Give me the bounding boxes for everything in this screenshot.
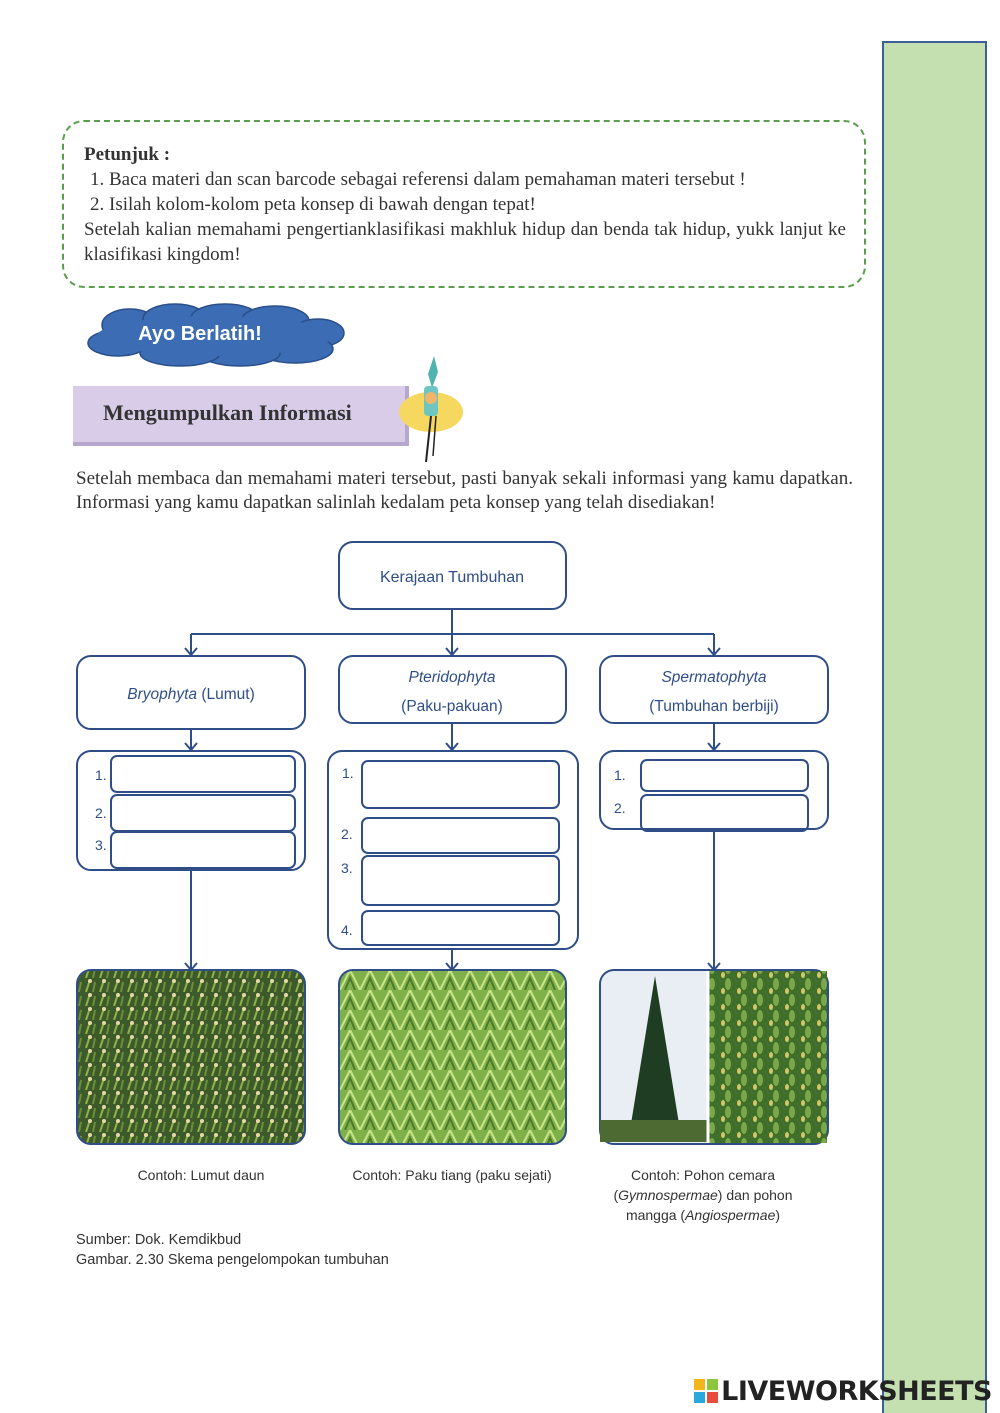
number-label: 2. [95,805,107,821]
spermatophyta-caption-line-2: (Gymnospermae) dan pohon [613,1187,793,1203]
moss-photo [77,970,305,1144]
list-frame-pteridophyta [328,751,578,949]
pteridophyta-label: Pteridophyta [408,669,496,686]
conifer-mango-photo [600,970,828,1144]
liveworksheets-logo-icon [694,1379,718,1403]
pteridophyta-common-label: (Paku-pakuan) [401,698,503,715]
spermatophyta-caption-line-1: Contoh: Pohon cemara [631,1167,775,1183]
intro-paragraph: Setelah membaca dan memahami materi tersebut, pasti banyak sekali informasi yang kamu dapatkan. Informasi yang kamu dapatkan salinlah kedalam peta konsep yang telah disediakan! [76,468,853,513]
liveworksheets-brand [694,1376,992,1407]
answer-box-pteridophyta-1[interactable] [362,761,559,808]
spermatophyta-common-label: (Tumbuhan berbiji) [649,698,779,715]
side-panel [882,41,987,1413]
source-note: Sumber: Dok. Kemdikbud [76,1232,242,1248]
fern-photo [339,970,566,1144]
instructions-text [84,142,846,267]
brand-text: LIVEWORKSHEETS [721,1376,992,1407]
answer-box-spermatophyta-1[interactable] [641,760,808,791]
answer-box-spermatophyta-2[interactable] [641,795,808,831]
number-label: 1. [614,767,626,783]
number-label: 4. [341,922,353,938]
answer-box-pteridophyta-4[interactable] [362,911,559,945]
instructions-title: Petunjuk : [84,144,171,165]
cartoon-character-icon [398,352,468,467]
bryophyta-label: Bryophyta (Lumut) [127,686,255,703]
pteridophyta-caption: Contoh: Paku tiang (paku sejati) [352,1167,552,1183]
number-label: 2. [341,826,353,842]
number-label: 2. [614,800,626,816]
number-label: 3. [95,837,107,853]
concept-map [0,530,880,1290]
instructions-step-2: 2. Isilah kolom-kolom peta konsep di bawah dengan tepat! [90,194,536,215]
answer-box-bryophyta-1[interactable] [111,756,295,792]
answer-box-pteridophyta-3[interactable] [362,856,559,905]
section-title: Mengumpulkan Informasi [103,400,352,425]
root-label: Kerajaan Tumbuhan [379,569,525,586]
number-label: 1. [342,765,354,781]
figure-caption: Gambar. 2.30 Skema pengelompokan tumbuhan [76,1252,389,1268]
practice-label: Ayo Berlatih! [138,323,262,345]
instructions-note: Setelah kalian memahami pengertianklasifikasi makhluk hidup dan benda tak hidup, yukk lanjut ke klasifikasi kingdom! [84,219,846,265]
bryophyta-caption: Contoh: Lumut daun [137,1167,265,1183]
answer-box-bryophyta-2[interactable] [111,795,295,831]
answer-box-pteridophyta-2[interactable] [362,818,559,853]
number-label: 3. [341,860,353,876]
spermatophyta-label: Spermatophyta [661,669,767,686]
answer-box-bryophyta-3[interactable] [111,832,295,868]
spermatophyta-caption-line-3: mangga (Angiospermae) [625,1207,781,1223]
instructions-step-1: 1. Baca materi dan scan barcode sebagai referensi dalam pemahaman materi tersebut ! [90,169,746,190]
number-label: 1. [95,767,107,783]
